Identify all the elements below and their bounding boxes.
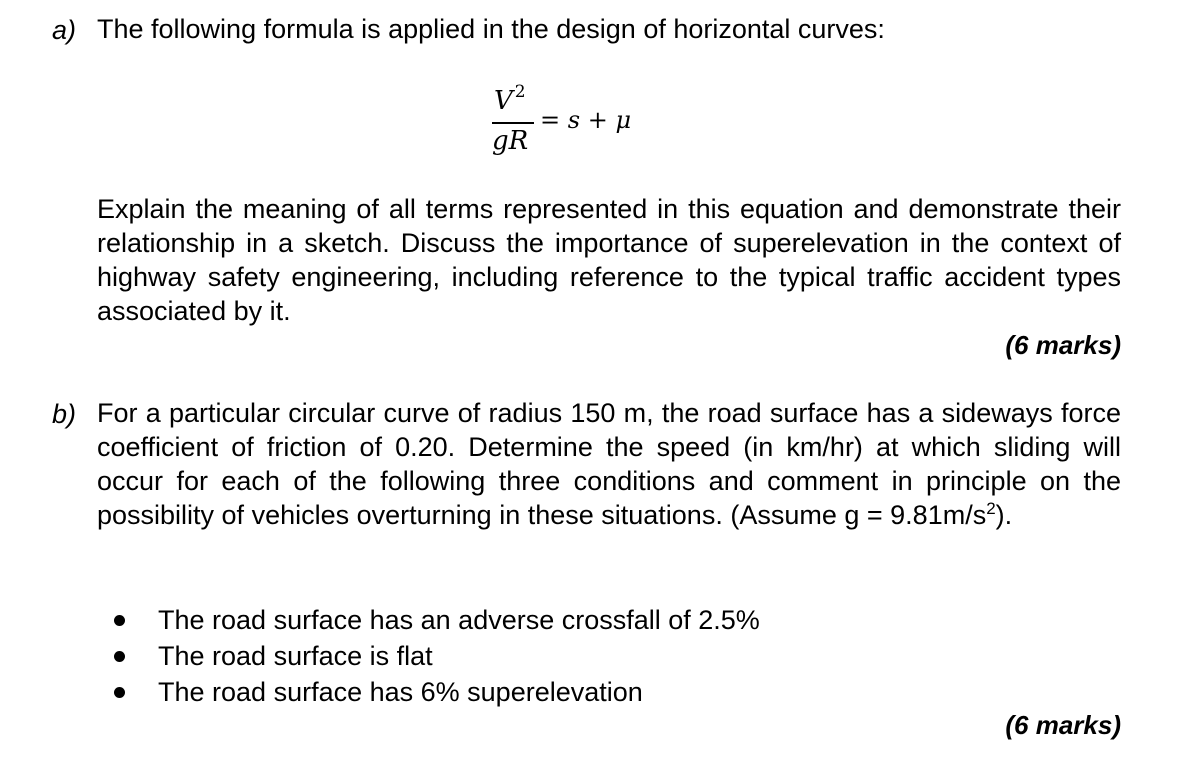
part-a-label: a)	[52, 15, 77, 45]
bullet-icon	[114, 687, 125, 698]
bullet-icon	[114, 615, 125, 626]
condition-text: The road surface has 6% superelevation	[158, 677, 643, 707]
formula-numerator: V $^2$	[494, 82, 526, 116]
part-b-assumption: (Assume $g = 9.81m/s^2$).	[730, 499, 1013, 530]
bullet-icon	[114, 651, 125, 662]
condition-text: The road surface is flat	[158, 641, 433, 671]
part-b-marks: (6 marks)	[1005, 710, 1121, 740]
curve-formula	[488, 82, 688, 162]
fraction-bar	[492, 122, 534, 124]
condition-text: The road surface has an adverse crossfall of 2.5%	[158, 605, 760, 635]
formula-right-side: = s + μ	[540, 106, 632, 134]
formula-numerator-exponent: 2	[514, 82, 526, 102]
part-b-question-text: For a particular circular curve of radius 150 m, the road surface has a sideways force coefficient of friction of 0.20. Determine the speed (in km/hr) at which sliding will occur for each of the following three conditions and comment in principle on the possibility of vehicles overturning in these situations.	[97, 398, 1121, 530]
part-a-marks: (6 marks)	[1005, 330, 1121, 360]
part-a-body: Explain the meaning of all terms represented in this equation and demonstrate their relationship in a sketch. Discuss the importance of superelevation in the context of highway safety engineering, including reference to the typical traffic accident types associated by it.	[97, 194, 1121, 326]
formula-denominator: gR	[492, 126, 529, 156]
part-a-intro: The following formula is applied in the design of horizontal curves:	[97, 14, 885, 44]
part-b-label: b)	[52, 399, 77, 429]
part-b-body	[97, 396, 1121, 532]
